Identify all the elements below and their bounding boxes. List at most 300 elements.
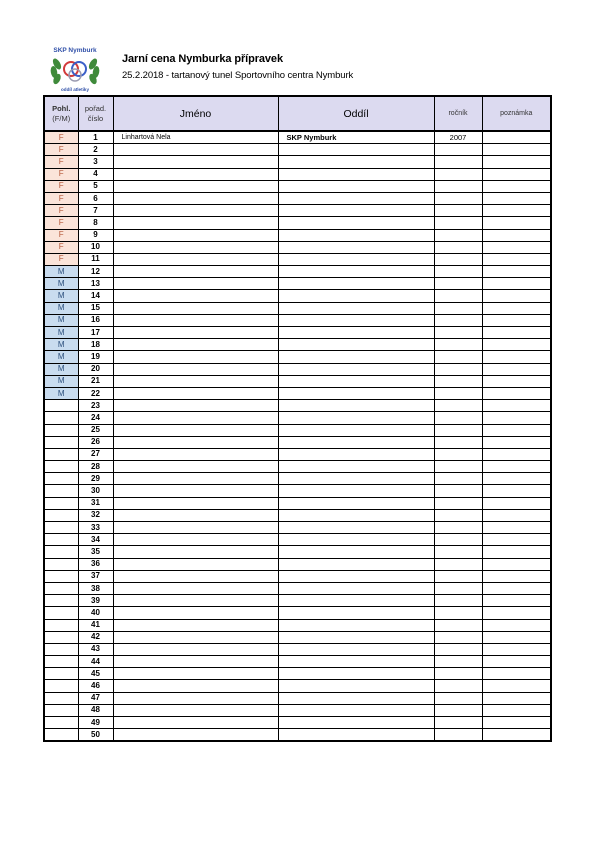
name-cell	[113, 339, 278, 351]
year-cell	[434, 680, 482, 692]
year-cell	[434, 607, 482, 619]
number-cell: 47	[78, 692, 113, 704]
number-cell: 3	[78, 156, 113, 168]
header-poznamka: poznámka	[482, 96, 551, 131]
number-cell: 45	[78, 668, 113, 680]
table-row	[44, 729, 551, 742]
name-cell	[113, 436, 278, 448]
note-cell	[482, 534, 551, 546]
club-cell	[278, 339, 434, 351]
club-cell	[278, 314, 434, 326]
table-row	[44, 192, 551, 204]
club-cell	[278, 363, 434, 375]
number-cell: 49	[78, 717, 113, 729]
sex-cell: F	[44, 192, 78, 204]
club-cell	[278, 485, 434, 497]
year-cell: 2007	[434, 131, 482, 144]
club-cell	[278, 192, 434, 204]
club-logo	[46, 44, 104, 94]
name-cell	[113, 546, 278, 558]
table-row	[44, 375, 551, 387]
header-porad-line1: pořad.	[84, 103, 107, 113]
year-cell	[434, 253, 482, 265]
note-cell	[482, 485, 551, 497]
skp-nymburk-logo-icon	[46, 44, 104, 94]
club-cell	[278, 534, 434, 546]
sex-cell	[44, 582, 78, 594]
sex-cell	[44, 558, 78, 570]
note-cell	[482, 192, 551, 204]
sex-cell	[44, 692, 78, 704]
club-cell	[278, 302, 434, 314]
table-row	[44, 327, 551, 339]
header-porad-line2: číslo	[87, 113, 104, 123]
note-cell	[482, 375, 551, 387]
year-cell	[434, 473, 482, 485]
sex-cell: M	[44, 266, 78, 278]
name-cell	[113, 729, 278, 742]
number-cell: 50	[78, 729, 113, 742]
note-cell	[482, 217, 551, 229]
name-cell	[113, 448, 278, 460]
year-cell	[434, 619, 482, 631]
table-row	[44, 680, 551, 692]
table-row	[44, 156, 551, 168]
sex-cell	[44, 631, 78, 643]
number-cell: 42	[78, 631, 113, 643]
name-cell	[113, 595, 278, 607]
name-cell	[113, 704, 278, 716]
name-cell	[113, 680, 278, 692]
name-cell	[113, 144, 278, 156]
year-cell	[434, 509, 482, 521]
sex-cell	[44, 570, 78, 582]
name-cell	[113, 558, 278, 570]
sex-cell	[44, 485, 78, 497]
sex-cell	[44, 643, 78, 655]
name-cell	[113, 290, 278, 302]
page-title: Jarní cena Nymburka přípravek	[122, 53, 283, 65]
name-cell	[113, 253, 278, 265]
number-cell: 22	[78, 387, 113, 399]
note-cell	[482, 156, 551, 168]
sex-cell	[44, 412, 78, 424]
year-cell	[434, 314, 482, 326]
table-row	[44, 461, 551, 473]
sex-cell: F	[44, 229, 78, 241]
table-row	[44, 534, 551, 546]
table-row	[44, 473, 551, 485]
sex-cell	[44, 704, 78, 716]
club-cell	[278, 180, 434, 192]
year-cell	[434, 241, 482, 253]
club-cell	[278, 387, 434, 399]
club-cell	[278, 375, 434, 387]
table-row	[44, 217, 551, 229]
club-cell	[278, 607, 434, 619]
sex-cell: M	[44, 290, 78, 302]
note-cell	[482, 241, 551, 253]
note-cell	[482, 302, 551, 314]
club-cell	[278, 522, 434, 534]
club-cell	[278, 156, 434, 168]
year-cell	[434, 485, 482, 497]
year-cell	[434, 546, 482, 558]
table-row	[44, 241, 551, 253]
sex-cell: M	[44, 351, 78, 363]
name-cell	[113, 656, 278, 668]
note-cell	[482, 619, 551, 631]
number-cell: 13	[78, 278, 113, 290]
note-cell	[482, 461, 551, 473]
note-cell	[482, 448, 551, 460]
number-cell: 9	[78, 229, 113, 241]
table-row	[44, 412, 551, 424]
year-cell	[434, 156, 482, 168]
club-cell	[278, 229, 434, 241]
sex-cell: F	[44, 241, 78, 253]
number-cell: 29	[78, 473, 113, 485]
table-row	[44, 558, 551, 570]
year-cell	[434, 643, 482, 655]
name-cell	[113, 668, 278, 680]
note-cell	[482, 582, 551, 594]
header-rocnik: ročník	[434, 96, 482, 131]
year-cell	[434, 692, 482, 704]
header-pohl	[44, 96, 78, 131]
number-cell: 31	[78, 497, 113, 509]
number-cell: 32	[78, 509, 113, 521]
sex-cell: F	[44, 180, 78, 192]
club-cell	[278, 266, 434, 278]
note-cell	[482, 717, 551, 729]
table-row	[44, 656, 551, 668]
number-cell: 39	[78, 595, 113, 607]
note-cell	[482, 607, 551, 619]
table-row	[44, 448, 551, 460]
number-cell: 7	[78, 205, 113, 217]
sex-cell: M	[44, 278, 78, 290]
name-cell	[113, 375, 278, 387]
name-cell	[113, 582, 278, 594]
number-cell: 18	[78, 339, 113, 351]
note-cell	[482, 314, 551, 326]
sex-cell	[44, 595, 78, 607]
year-cell	[434, 327, 482, 339]
club-cell	[278, 595, 434, 607]
note-cell	[482, 424, 551, 436]
sex-cell	[44, 400, 78, 412]
note-cell	[482, 558, 551, 570]
name-cell: Linhartová Nela	[113, 131, 278, 144]
year-cell	[434, 522, 482, 534]
club-cell	[278, 217, 434, 229]
number-cell: 33	[78, 522, 113, 534]
note-cell	[482, 570, 551, 582]
note-cell	[482, 144, 551, 156]
table-row	[44, 400, 551, 412]
number-cell: 25	[78, 424, 113, 436]
note-cell	[482, 168, 551, 180]
club-cell	[278, 631, 434, 643]
number-cell: 4	[78, 168, 113, 180]
year-cell	[434, 217, 482, 229]
logo-text-top: SKP Nymburk	[53, 47, 97, 54]
year-cell	[434, 180, 482, 192]
name-cell	[113, 192, 278, 204]
header-pohl-line1: Pohl.	[52, 103, 71, 113]
number-cell: 37	[78, 570, 113, 582]
year-cell	[434, 595, 482, 607]
note-cell	[482, 290, 551, 302]
year-cell	[434, 436, 482, 448]
number-cell: 10	[78, 241, 113, 253]
name-cell	[113, 509, 278, 521]
name-cell	[113, 424, 278, 436]
club-cell: SKP Nymburk	[278, 131, 434, 144]
number-cell: 48	[78, 704, 113, 716]
logo-text-bottom: oddíl atletiky	[60, 87, 90, 92]
sex-cell	[44, 448, 78, 460]
number-cell: 2	[78, 144, 113, 156]
sex-cell: F	[44, 156, 78, 168]
year-cell	[434, 400, 482, 412]
table-row	[44, 302, 551, 314]
sex-cell	[44, 668, 78, 680]
table-row	[44, 387, 551, 399]
name-cell	[113, 607, 278, 619]
name-cell	[113, 619, 278, 631]
club-cell	[278, 412, 434, 424]
name-cell	[113, 266, 278, 278]
club-cell	[278, 729, 434, 742]
table-row	[44, 717, 551, 729]
number-cell: 43	[78, 643, 113, 655]
name-cell	[113, 229, 278, 241]
number-cell: 35	[78, 546, 113, 558]
sex-cell: F	[44, 253, 78, 265]
club-cell	[278, 436, 434, 448]
sex-cell	[44, 680, 78, 692]
number-cell: 8	[78, 217, 113, 229]
note-cell	[482, 680, 551, 692]
name-cell	[113, 302, 278, 314]
club-cell	[278, 717, 434, 729]
note-cell	[482, 729, 551, 742]
year-cell	[434, 144, 482, 156]
year-cell	[434, 461, 482, 473]
table-row	[44, 570, 551, 582]
year-cell	[434, 497, 482, 509]
name-cell	[113, 217, 278, 229]
club-cell	[278, 643, 434, 655]
club-cell	[278, 680, 434, 692]
club-cell	[278, 570, 434, 582]
number-cell: 38	[78, 582, 113, 594]
name-cell	[113, 692, 278, 704]
number-cell: 26	[78, 436, 113, 448]
note-cell	[482, 266, 551, 278]
sex-cell	[44, 717, 78, 729]
name-cell	[113, 717, 278, 729]
table-row	[44, 668, 551, 680]
table-row	[44, 253, 551, 265]
number-cell: 27	[78, 448, 113, 460]
year-cell	[434, 168, 482, 180]
club-cell	[278, 351, 434, 363]
club-cell	[278, 241, 434, 253]
name-cell	[113, 534, 278, 546]
note-cell	[482, 497, 551, 509]
name-cell	[113, 351, 278, 363]
club-cell	[278, 619, 434, 631]
table-row	[44, 180, 551, 192]
table-row	[44, 607, 551, 619]
number-cell: 14	[78, 290, 113, 302]
year-cell	[434, 668, 482, 680]
number-cell: 41	[78, 619, 113, 631]
number-cell: 6	[78, 192, 113, 204]
note-cell	[482, 351, 551, 363]
number-cell: 12	[78, 266, 113, 278]
number-cell: 16	[78, 314, 113, 326]
note-cell	[482, 412, 551, 424]
club-cell	[278, 461, 434, 473]
number-cell: 11	[78, 253, 113, 265]
note-cell	[482, 509, 551, 521]
sex-cell	[44, 497, 78, 509]
table-row	[44, 546, 551, 558]
table-row	[44, 290, 551, 302]
club-cell	[278, 558, 434, 570]
table-row	[44, 229, 551, 241]
number-cell: 36	[78, 558, 113, 570]
club-cell	[278, 656, 434, 668]
number-cell: 17	[78, 327, 113, 339]
table-row	[44, 582, 551, 594]
club-cell	[278, 497, 434, 509]
table-row	[44, 339, 551, 351]
year-cell	[434, 375, 482, 387]
sex-cell	[44, 522, 78, 534]
year-cell	[434, 424, 482, 436]
name-cell	[113, 241, 278, 253]
year-cell	[434, 205, 482, 217]
number-cell: 30	[78, 485, 113, 497]
note-cell	[482, 692, 551, 704]
club-cell	[278, 168, 434, 180]
sex-cell: M	[44, 375, 78, 387]
year-cell	[434, 729, 482, 742]
note-cell	[482, 327, 551, 339]
club-cell	[278, 448, 434, 460]
name-cell	[113, 643, 278, 655]
sex-cell: M	[44, 387, 78, 399]
name-cell	[113, 631, 278, 643]
note-cell	[482, 339, 551, 351]
note-cell	[482, 387, 551, 399]
name-cell	[113, 412, 278, 424]
club-cell	[278, 327, 434, 339]
table-header-row	[44, 96, 551, 131]
sex-cell: M	[44, 302, 78, 314]
table-row	[44, 704, 551, 716]
table-row	[44, 363, 551, 375]
sex-cell	[44, 619, 78, 631]
table-row	[44, 144, 551, 156]
club-cell	[278, 424, 434, 436]
table-row	[44, 314, 551, 326]
name-cell	[113, 461, 278, 473]
sex-cell: M	[44, 339, 78, 351]
table-row	[44, 168, 551, 180]
club-cell	[278, 400, 434, 412]
name-cell	[113, 497, 278, 509]
year-cell	[434, 351, 482, 363]
header-pohl-line2: (F/M)	[52, 113, 71, 123]
sex-cell: F	[44, 217, 78, 229]
sex-cell: M	[44, 314, 78, 326]
number-cell: 20	[78, 363, 113, 375]
sex-cell: F	[44, 205, 78, 217]
name-cell	[113, 485, 278, 497]
name-cell	[113, 363, 278, 375]
note-cell	[482, 131, 551, 144]
year-cell	[434, 570, 482, 582]
sex-cell: M	[44, 363, 78, 375]
number-cell: 23	[78, 400, 113, 412]
number-cell: 19	[78, 351, 113, 363]
year-cell	[434, 266, 482, 278]
sex-cell	[44, 607, 78, 619]
table-row	[44, 424, 551, 436]
table-row	[44, 266, 551, 278]
number-cell: 5	[78, 180, 113, 192]
note-cell	[482, 704, 551, 716]
year-cell	[434, 704, 482, 716]
note-cell	[482, 656, 551, 668]
name-cell	[113, 473, 278, 485]
name-cell	[113, 156, 278, 168]
sex-cell	[44, 509, 78, 521]
sex-cell	[44, 546, 78, 558]
number-cell: 46	[78, 680, 113, 692]
table-row	[44, 522, 551, 534]
number-cell: 24	[78, 412, 113, 424]
year-cell	[434, 534, 482, 546]
number-cell: 1	[78, 131, 113, 144]
number-cell: 44	[78, 656, 113, 668]
club-cell	[278, 290, 434, 302]
table-row	[44, 643, 551, 655]
table-row	[44, 131, 551, 144]
club-cell	[278, 546, 434, 558]
club-cell	[278, 692, 434, 704]
year-cell	[434, 339, 482, 351]
note-cell	[482, 400, 551, 412]
sex-cell	[44, 424, 78, 436]
year-cell	[434, 302, 482, 314]
note-cell	[482, 180, 551, 192]
number-cell: 34	[78, 534, 113, 546]
page-subtitle: 25.2.2018 - tartanový tunel Sportovního centra Nymburk	[122, 70, 354, 81]
header-oddil: Oddíl	[278, 96, 434, 131]
name-cell	[113, 387, 278, 399]
table-row	[44, 205, 551, 217]
year-cell	[434, 448, 482, 460]
number-cell: 15	[78, 302, 113, 314]
club-cell	[278, 278, 434, 290]
